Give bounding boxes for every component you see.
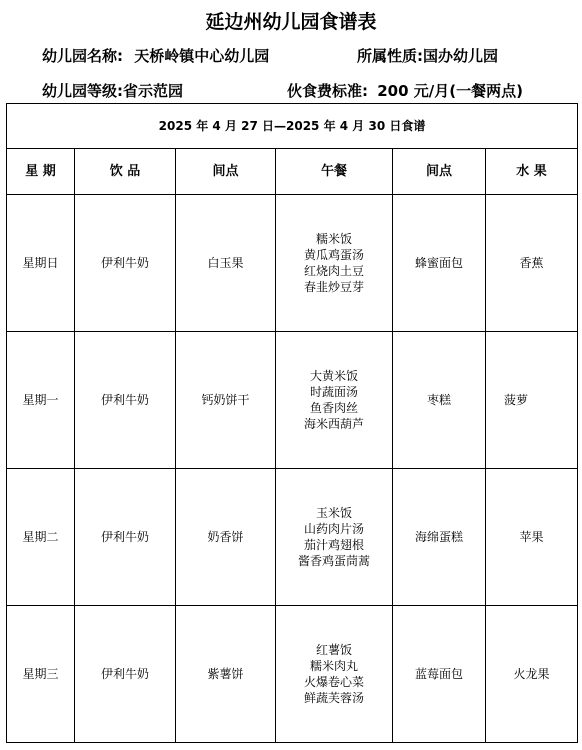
- level-value: 省示范园: [123, 82, 184, 100]
- day-cell: 星期二: [7, 469, 75, 606]
- fruit-cell: 火龙果: [486, 606, 578, 743]
- lunch-dish: 时蔬面汤: [309, 385, 358, 399]
- lunch-dish: 糯米肉丸: [309, 659, 358, 673]
- header-snack-1: 间点: [176, 149, 276, 195]
- day-cell: 星期日: [7, 195, 75, 332]
- lunch-dish: 鲜蔬芙蓉汤: [303, 691, 364, 705]
- lunch-dish: 酱香鸡蛋茼蒿: [297, 554, 370, 568]
- fee-value: 200 元/月(一餐两点): [377, 82, 523, 100]
- lunch-dish: 玉米饭: [315, 506, 352, 520]
- lunch-dish: 鱼香肉丝: [309, 401, 358, 415]
- lunch-dish: 红烧肉土豆: [303, 264, 364, 278]
- lunch-dish: 茄汁鸡翅根: [303, 538, 364, 552]
- fruit-cell: 苹果: [486, 469, 578, 606]
- header-day: 星 期: [7, 149, 75, 195]
- kindergarten-name-value: 天桥岭镇中心幼儿园: [134, 47, 270, 65]
- fee-line: [287, 80, 523, 101]
- snack-1-cell: 奶香饼: [176, 469, 276, 606]
- drink-cell: 伊利牛奶: [75, 332, 176, 469]
- level-label: 幼儿园等级:: [42, 82, 123, 100]
- level-line: [42, 80, 183, 101]
- kindergarten-name-label: 幼儿园名称:: [42, 47, 123, 65]
- snack-2-cell: 枣糕: [393, 332, 486, 469]
- lunch-dish: 海米西葫芦: [303, 417, 364, 431]
- table-row: [7, 469, 578, 606]
- snack-1-cell: 紫薯饼: [176, 606, 276, 743]
- fruit-cell: 菠萝: [486, 332, 578, 469]
- header-fruit: 水 果: [486, 149, 578, 195]
- lunch-dish: 糯米饭: [315, 232, 352, 246]
- day-cell: 星期一: [7, 332, 75, 469]
- menu-table: [6, 103, 578, 743]
- fee-label: 伙食费标准:: [287, 82, 368, 100]
- header-lunch: 午餐: [276, 149, 393, 195]
- lunch-dish: 火爆卷心菜: [303, 675, 364, 689]
- page-title: 延边州幼儿园食谱表: [205, 11, 377, 33]
- header-snack-2: 间点: [393, 149, 486, 195]
- date-range-cell: 2025 年 4 月 27 日—2025 年 4 月 30 日食谱: [7, 104, 578, 149]
- lunch-cell: [276, 606, 393, 743]
- snack-1-cell: 钙奶饼干: [176, 332, 276, 469]
- drink-cell: 伊利牛奶: [75, 469, 176, 606]
- table-row: [7, 195, 578, 332]
- table-row: [7, 606, 578, 743]
- nature-line: [357, 45, 498, 66]
- table-row: [7, 332, 578, 469]
- lunch-dish: 春韭炒豆芽: [303, 280, 364, 294]
- snack-2-cell: 蓝莓面包: [393, 606, 486, 743]
- nature-value: 国办幼儿园: [423, 47, 499, 65]
- kindergarten-name-line: [42, 45, 269, 66]
- lunch-cell: [276, 332, 393, 469]
- nature-label: 所属性质:: [357, 47, 423, 65]
- lunch-cell: [276, 469, 393, 606]
- snack-2-cell: 蜂蜜面包: [393, 195, 486, 332]
- snack-2-cell: 海绵蛋糕: [393, 469, 486, 606]
- header-drink: 饮 品: [75, 149, 176, 195]
- lunch-dish: 山药肉片汤: [303, 522, 364, 536]
- drink-cell: 伊利牛奶: [75, 606, 176, 743]
- snack-1-cell: 白玉果: [176, 195, 276, 332]
- lunch-cell: [276, 195, 393, 332]
- day-cell: 星期三: [7, 606, 75, 743]
- lunch-dish: 红薯饭: [315, 643, 352, 657]
- lunch-dish: 大黄米饭: [309, 369, 358, 383]
- lunch-dish: 黄瓜鸡蛋汤: [303, 248, 364, 262]
- fruit-cell: 香蕉: [486, 195, 578, 332]
- drink-cell: 伊利牛奶: [75, 195, 176, 332]
